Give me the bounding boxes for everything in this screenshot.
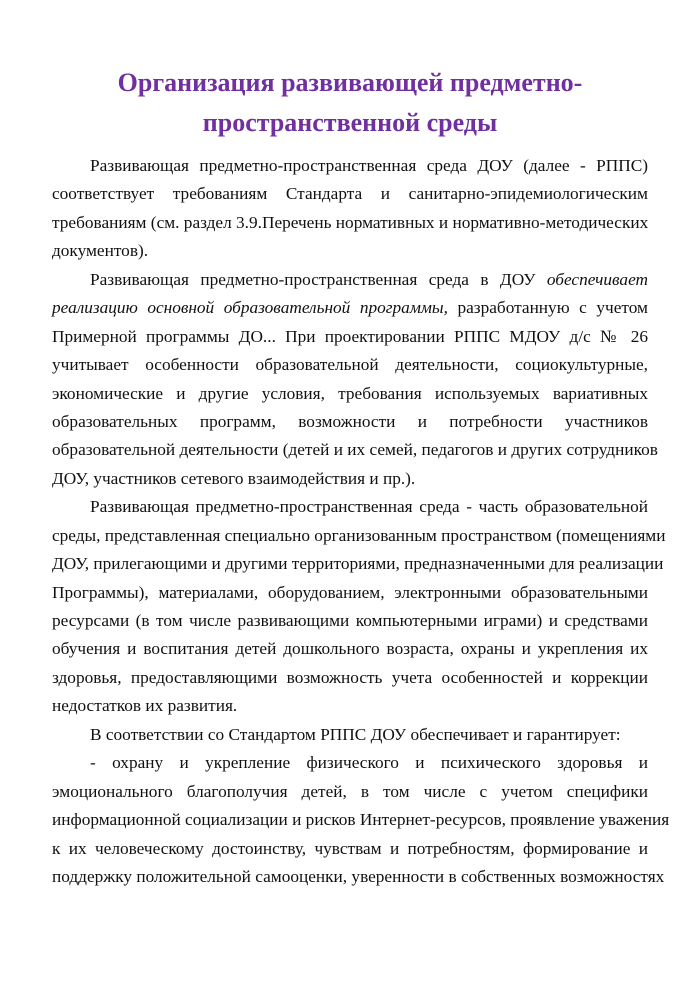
text-segment: образовательных программ, возможности и потребности участников [52, 411, 648, 431]
text-line [52, 294, 648, 322]
text-line [52, 635, 648, 663]
text-line [52, 408, 648, 436]
text-line [52, 749, 648, 777]
text-line [52, 863, 665, 891]
text-segment: информационной социализации и рисков Интернет-ресурсов, проявление уважения [52, 810, 670, 830]
text-segment: разработанную с учетом [447, 298, 648, 318]
text-line [52, 522, 666, 550]
text-line [52, 835, 648, 863]
text-line [52, 493, 648, 521]
text-segment: Развивающая предметно-пространственная среда ДОУ (далее - РППС) [90, 156, 648, 175]
page-title-line-1: Организация развивающей предметно- [117, 68, 583, 97]
text-segment: ресурсами (в том числе развивающими компьютерными играми) и средствами [52, 611, 648, 630]
paragraph [52, 266, 658, 494]
text-segment: В соответствии со Стандартом РППС ДОУ обеспечивает и гарантирует: [90, 724, 621, 744]
text-segment: Программы), материалами, оборудованием, электронными образовательными [52, 582, 648, 602]
text-segment: учитывает особенности образовательной деятельности, социокультурные, [52, 355, 648, 375]
text-line [52, 721, 648, 749]
text-segment: эмоционального благополучия детей, в том числе с учетом специфики [52, 781, 648, 801]
text-line [52, 579, 648, 607]
text-segment: к их человеческому достоинству, чувствам и потребностям, формирование и [52, 838, 648, 858]
text-line [52, 266, 648, 294]
text-line [52, 209, 648, 237]
text-line [52, 806, 670, 834]
text-line [52, 692, 648, 720]
text-line [52, 607, 648, 635]
text-line [52, 180, 648, 208]
text-line [52, 351, 648, 379]
italic-text: обеспечивает [546, 269, 648, 289]
text-segment: обучения и воспитания детей дошкольного возраста, охраны и укрепления их [52, 639, 648, 659]
document-body [52, 152, 670, 891]
text-line [52, 152, 648, 180]
text-segment: среды, представленная специально организованным пространством (помещениями [52, 525, 666, 545]
text-line [52, 237, 648, 265]
text-line [52, 436, 658, 464]
text-line [52, 664, 648, 692]
text-segment: недостатков их развития. [52, 696, 238, 716]
text-line [52, 550, 664, 578]
text-segment: ДОУ, участников сетевого взаимодействия и пр.). [52, 468, 416, 488]
italic-text: реализацию основной образовательной программы, [52, 298, 448, 318]
text-segment: соответствует требованиям Стандарта и санитарно-эпидемиологическим [52, 184, 648, 204]
text-segment: здоровья, предоставляющими возможность учета особенностей и коррекции [52, 667, 648, 687]
text-line [52, 465, 648, 493]
paragraph [52, 721, 648, 749]
text-segment: образовательной деятельности (детей и их семей, педагогов и других сотрудников [52, 440, 658, 460]
text-segment: Развивающая предметно-пространственная среда - часть образовательной [90, 497, 648, 517]
text-segment: Примерной программы ДО... При проектировании РППС МДОУ д/с № 26 [52, 326, 648, 346]
text-line [52, 380, 648, 408]
text-segment: документов). [52, 241, 149, 261]
paragraph [52, 749, 670, 891]
text-line [52, 778, 648, 806]
text-segment: Развивающая предметно-пространственная среда в ДОУ [90, 269, 547, 289]
page-title-line-2: пространственной среды [202, 108, 498, 137]
text-segment: ДОУ, прилегающими и другими территориями, предназначенными для реализации [52, 554, 664, 574]
paragraph [52, 152, 648, 266]
text-segment: требованиям (см. раздел 3.9.Перечень нормативных и нормативно-методических [52, 212, 649, 232]
text-segment: - охрану и укрепление физического и психического здоровья и [90, 753, 648, 773]
text-line [52, 323, 648, 351]
text-segment: экономические и другие условия, требования используемых вариативных [52, 383, 648, 403]
paragraph [52, 493, 666, 721]
text-segment: поддержку положительной самооценки, уверенности в собственных возможностях [52, 866, 665, 886]
